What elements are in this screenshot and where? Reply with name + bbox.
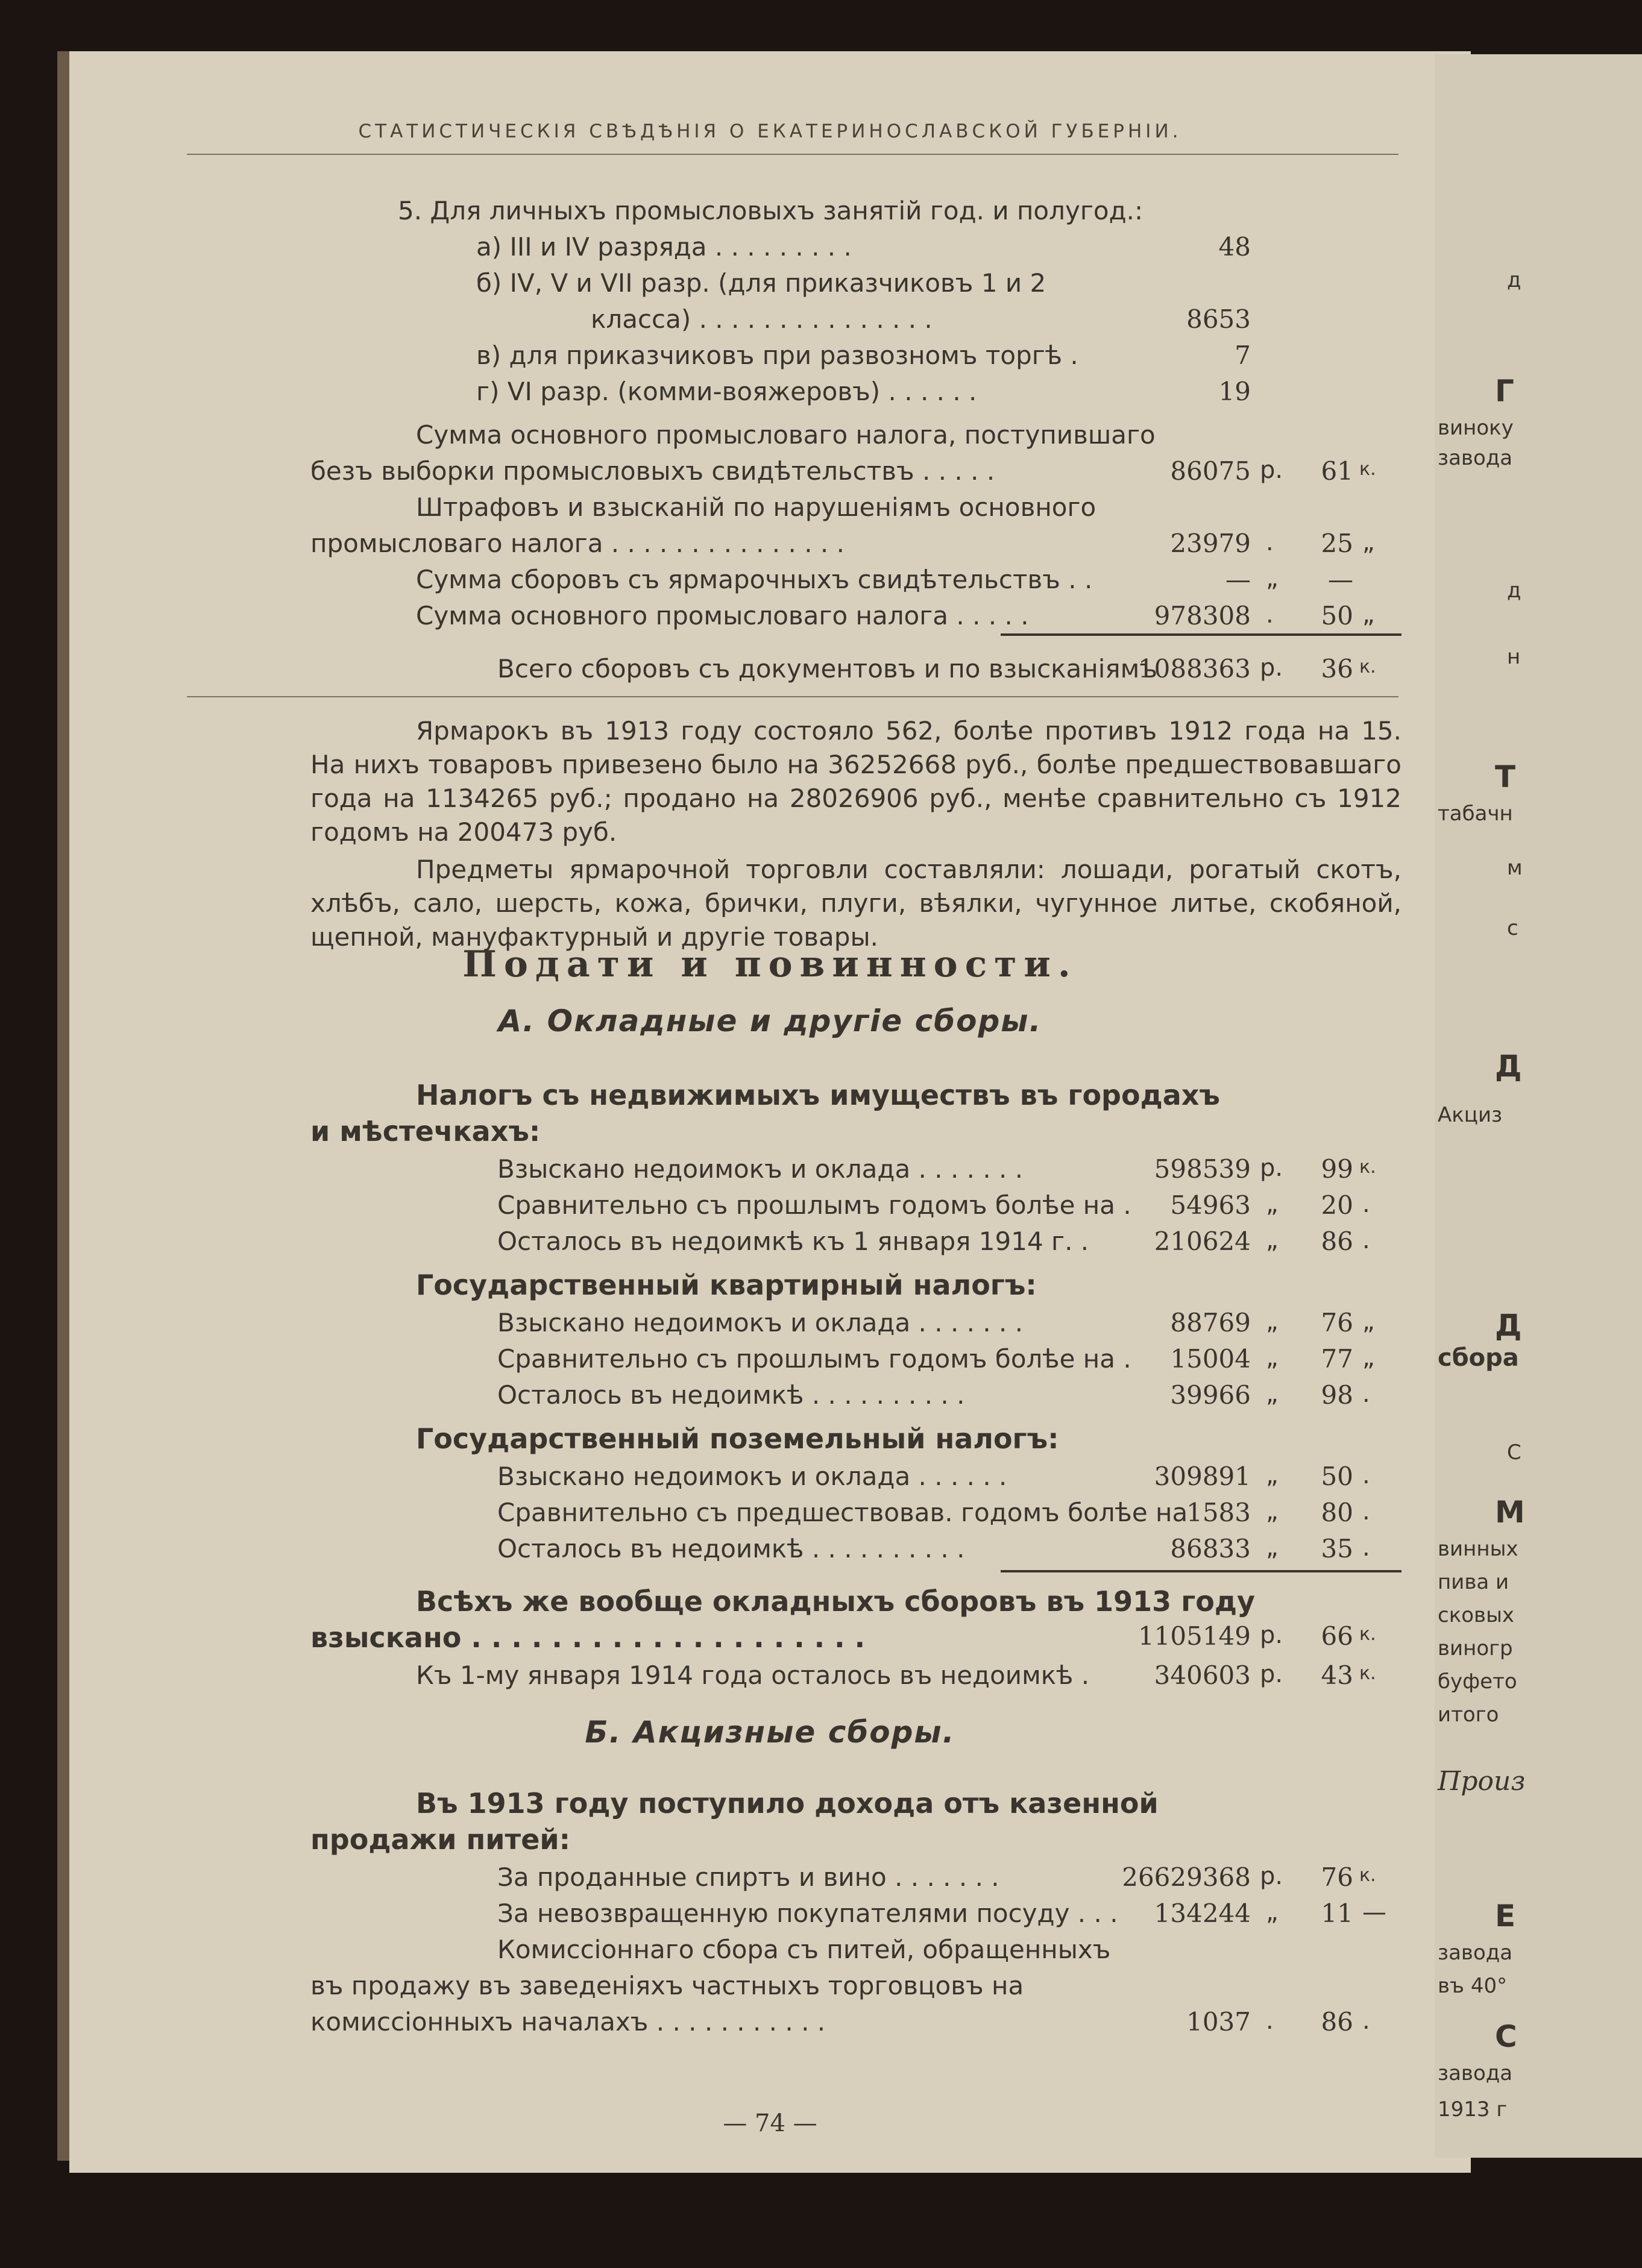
rp-word: въ 40° — [1438, 1974, 1508, 1998]
g3-row3-ditto: „ — [1266, 1534, 1279, 1562]
sum-line-4-k: „ — [1362, 529, 1375, 556]
left-page — [69, 51, 1471, 2173]
section-b-title: Б. Акцизные сборы. — [585, 1715, 955, 1750]
rp-word: Акциз — [1438, 1103, 1503, 1127]
sum-total-rule — [187, 696, 1398, 697]
b-row2-kop: 11 — [1321, 1899, 1353, 1928]
sum-line-5-kop: — — [1328, 565, 1353, 594]
s5-item-c: в) для приказчиковъ при развозномъ торгѣ . — [476, 341, 1078, 370]
s5-item-b-cont: класса) . . . . . . . . . . . . . . . — [591, 304, 933, 334]
rp-word: табачн — [1438, 802, 1513, 826]
sum-line-5-value: — — [1225, 565, 1251, 594]
sum-line-6-kop: 50 — [1321, 601, 1353, 630]
g1-row3-value: 210624 — [1154, 1227, 1251, 1256]
running-header: СТАТИСТИЧЕСКІЯ СВѢДѢНІЯ О ЕКАТЕРИНОСЛАВСКОЙ ГУБЕРНІИ. — [358, 121, 1182, 142]
sum-line-4-value: 23979 — [1170, 529, 1251, 558]
arrears-r: р. — [1260, 1660, 1283, 1688]
s5-item-c-value: 7 — [1235, 341, 1251, 370]
rp-word: завода — [1438, 446, 1513, 470]
sum-total: Всего сборовъ съ документовъ и по взысканіямъ — [497, 654, 1158, 683]
g3-row2-kop: 80 — [1321, 1498, 1353, 1527]
rp-word: д — [1507, 579, 1521, 603]
sum-line-5-ditto: „ — [1266, 565, 1279, 592]
g3-row2-label: Сравнительно съ предшествовав. годомъ болѣе на — [497, 1498, 1188, 1527]
g2-row3-value: 39966 — [1170, 1380, 1251, 1410]
rp-word: завода — [1438, 1941, 1513, 1965]
commission-1: Комиссіоннаго сбора съ питей, обращенныхъ — [497, 1935, 1111, 1964]
g3-row1-value: 309891 — [1154, 1462, 1251, 1491]
g3-row1-label: Взыскано недоимокъ и оклада . . . . . . — [497, 1462, 1007, 1491]
all-total-2: взыскано . . . . . . . . . . . . . . . . . . . . — [310, 1621, 866, 1654]
g3-row3-kop: 35 — [1321, 1534, 1353, 1563]
sum-line-2-k: к. — [1359, 459, 1376, 480]
b-row2-ditto: „ — [1266, 1899, 1279, 1926]
sum-line-5: Сумма сборовъ съ ярмарочныхъ свидѣтельствъ . . — [416, 565, 1093, 594]
sum-total-kop: 36 — [1321, 654, 1353, 683]
s5-item-a: а) III и IV разряда . . . . . . . . . — [476, 232, 852, 262]
rp-word: Т — [1495, 759, 1516, 794]
s5-item-b-value: 8653 — [1186, 304, 1251, 334]
b-intro-2: продажи питей: — [310, 1823, 571, 1856]
arrears-k: к. — [1359, 1663, 1376, 1684]
group3-rule — [1001, 1570, 1401, 1572]
s5-item-d: г) VI разр. (комми-вояжеровъ) . . . . . . — [476, 377, 977, 406]
rp-word: д — [1507, 268, 1521, 292]
commission-ditto: . — [1266, 2007, 1274, 2035]
sum-line-2-r: р. — [1260, 456, 1283, 484]
g1-row1-value: 598539 — [1154, 1154, 1251, 1184]
g1-row1-r: р. — [1260, 1154, 1283, 1182]
g1-row1-label: Взыскано недоимокъ и оклада . . . . . . . — [497, 1154, 1024, 1184]
commission-2: въ продажу въ заведеніяхъ частныхъ торговцовъ на — [310, 1971, 1024, 2000]
g3-row3-value: 86833 — [1170, 1534, 1251, 1563]
group2-title: Государственный квартирный налогъ: — [416, 1269, 1037, 1301]
g3-row2-ditto: „ — [1266, 1498, 1279, 1525]
sum-line-6: Сумма основного промысловаго налога . . . . . — [416, 601, 1029, 630]
g2-row1-ditto2: „ — [1362, 1308, 1375, 1336]
rp-word: М — [1495, 1495, 1525, 1530]
all-total-kop: 66 — [1321, 1621, 1353, 1651]
rp-word: н — [1507, 645, 1521, 669]
rp-word: Д — [1495, 1308, 1522, 1343]
sum-line-4: промысловаго налога . . . . . . . . . . . . . . . — [310, 529, 845, 558]
g3-row2-dot: . — [1362, 1498, 1370, 1525]
b-row1-value: 26629368 — [1122, 1862, 1251, 1892]
page-number: — 74 — — [723, 2109, 817, 2137]
rp-word: винных — [1438, 1537, 1518, 1561]
g2-row1-ditto: „ — [1266, 1308, 1279, 1336]
g1-row2-value: 54963 — [1170, 1190, 1251, 1220]
all-total-k: к. — [1359, 1624, 1376, 1645]
sum-line-2: безъ выборки промысловыхъ свидѣтельствъ . . . . . — [310, 456, 995, 486]
g2-row3-dot: . — [1362, 1380, 1370, 1408]
s5-item-d-value: 19 — [1218, 377, 1251, 406]
sum-line-6-ditto: . — [1266, 601, 1274, 629]
arrears-kop: 43 — [1321, 1660, 1353, 1690]
section-title: Подати и повинности. — [462, 943, 1078, 985]
sum-line-2-kop: 61 — [1321, 456, 1353, 486]
group1-title-1: Налогъ съ недвижимыхъ имуществъ въ городахъ — [416, 1079, 1220, 1111]
s5-item-b: б) IV, V и VII разр. (для приказчиковъ 1 и 2 — [476, 268, 1046, 298]
g3-row2-value: 1583 — [1186, 1498, 1251, 1527]
all-total-r: р. — [1260, 1621, 1283, 1649]
fairs-paragraph-2: Предметы ярмарочной торговли составляли: лошади, рогатый скотъ, хлѣбъ, сало, шерсть, кожа, брички, плуги, вѣялки, чугунное литье, скобяной, щепной, мануфактурный и другіе товары. — [310, 855, 1401, 952]
g3-row1-dot: . — [1362, 1462, 1370, 1489]
right-page-fragment — [1435, 54, 1642, 2158]
g2-row2-kop: 77 — [1321, 1344, 1353, 1374]
sum-line-6-value: 978308 — [1154, 601, 1251, 630]
rp-word: с — [1507, 916, 1518, 940]
rp-word: С — [1507, 1440, 1521, 1465]
g1-row3-kop: 86 — [1321, 1227, 1353, 1256]
g2-row3-label: Осталось въ недоимкѣ . . . . . . . . . . — [497, 1380, 965, 1410]
all-total-value: 1105149 — [1137, 1621, 1251, 1651]
g1-row2-kop: 20 — [1321, 1190, 1353, 1220]
group3-title: Государственный поземельный налогъ: — [416, 1422, 1059, 1455]
sum-total-r: р. — [1260, 654, 1283, 682]
section-a-title: А. Окладные и другіе сборы. — [498, 1004, 1042, 1038]
commission-value: 1037 — [1186, 2007, 1251, 2037]
g1-row3-dot: . — [1362, 1227, 1370, 1254]
rp-word: Е — [1495, 1899, 1516, 1933]
rp-word: буфето — [1438, 1670, 1517, 1694]
sum-line-2-value: 86075 — [1170, 456, 1251, 486]
g2-row2-label: Сравнительно съ прошлымъ годомъ болѣе на . — [497, 1344, 1131, 1374]
g2-row3-kop: 98 — [1321, 1380, 1353, 1410]
g1-row2-ditto: „ — [1266, 1190, 1279, 1218]
rp-word: сбора — [1438, 1344, 1519, 1372]
g1-row1-k: к. — [1359, 1157, 1376, 1178]
sum-line-3: Штрафовъ и взысканій по нарушеніямъ основного — [416, 492, 1096, 522]
arrears-value: 340603 — [1154, 1660, 1251, 1690]
g1-row3-ditto: „ — [1266, 1227, 1279, 1254]
sum-line-6-k: „ — [1362, 601, 1375, 629]
rp-word: сковых — [1438, 1603, 1515, 1627]
g1-row3-label: Осталось въ недоимкѣ къ 1 января 1914 г. . — [497, 1227, 1089, 1256]
s5-title: 5. Для личныхъ промысловыхъ занятій год. и полугод.: — [398, 196, 1143, 225]
rp-word: итого — [1438, 1703, 1499, 1727]
g1-row2-dot: . — [1362, 1190, 1370, 1218]
sum-line-4-kop: 25 — [1321, 529, 1353, 558]
rp-word: м — [1507, 856, 1523, 880]
group1-title-2: и мѣстечкахъ: — [310, 1115, 541, 1148]
b-row2-dash: — — [1362, 1899, 1386, 1926]
g3-row3-label: Осталось въ недоимкѣ . . . . . . . . . . — [497, 1534, 965, 1563]
commission-3: комиссіонныхъ началахъ . . . . . . . . . . . — [310, 2007, 826, 2037]
g2-row2-value: 15004 — [1170, 1344, 1251, 1374]
b-row1-k: к. — [1359, 1865, 1376, 1886]
g2-row2-ditto: „ — [1266, 1344, 1279, 1372]
fairs-paragraph-1: Ярмарокъ въ 1913 году состояло 562, болѣе противъ 1912 года на 15. На нихъ товаровъ привезено было на 36252668 руб., болѣе предшествовавшаго года на 1134265 руб.; продано на 28026906 руб., менѣе сравнительно съ 1912 годомъ на 200473 руб. — [310, 716, 1401, 847]
commission-kop: 86 — [1321, 2007, 1353, 2037]
header-rule — [187, 154, 1398, 155]
rp-word: виноку — [1438, 416, 1514, 440]
s5-item-a-value: 48 — [1218, 232, 1251, 262]
rp-word: пива и — [1438, 1570, 1509, 1594]
all-total-1: Всѣхъ же вообще окладныхъ сборовъ въ 1913 году — [416, 1585, 1255, 1618]
rp-word: Г — [1495, 374, 1514, 409]
rp-word: Д — [1495, 1049, 1522, 1084]
arrears-label: Къ 1-му января 1914 года осталось въ недоимкѣ . — [416, 1660, 1090, 1690]
g3-row1-ditto: „ — [1266, 1462, 1279, 1489]
sum-line-1: Сумма основного промысловаго налога, поступившаго — [416, 420, 1156, 450]
b-row1-label: За проданные спиртъ и вино . . . . . . . — [497, 1862, 999, 1892]
b-intro-1: Въ 1913 году поступило дохода отъ казенной — [416, 1787, 1159, 1820]
b-row1-kop: 76 — [1321, 1862, 1353, 1892]
g1-row2-label: Сравнительно съ прошлымъ годомъ болѣе на . — [497, 1190, 1131, 1220]
sum-total-value: 1088363 — [1137, 654, 1251, 683]
g2-row1-value: 88769 — [1170, 1308, 1251, 1337]
rp-word: С — [1495, 2019, 1517, 2054]
b-row2-value: 134244 — [1154, 1899, 1251, 1928]
sum-rule — [1001, 633, 1401, 636]
rp-word: завода — [1438, 2061, 1513, 2085]
g3-row3-dot: . — [1362, 1534, 1370, 1562]
sum-line-4-ditto: . — [1266, 529, 1274, 556]
g3-row1-kop: 50 — [1321, 1462, 1353, 1491]
sum-total-k: к. — [1359, 656, 1376, 677]
g2-row3-ditto: „ — [1266, 1380, 1279, 1408]
g2-row1-label: Взыскано недоимокъ и оклада . . . . . . . — [497, 1308, 1024, 1337]
g1-row1-kop: 99 — [1321, 1154, 1353, 1184]
b-row2-label: За невозвращенную покупателями посуду . . . — [497, 1899, 1118, 1928]
g2-row2-ditto2: „ — [1362, 1344, 1375, 1372]
rp-word: Произ — [1438, 1766, 1526, 1797]
commission-dot: . — [1362, 2007, 1370, 2035]
b-row1-r: р. — [1260, 1862, 1283, 1890]
rp-word: 1913 г — [1438, 2097, 1508, 2122]
rp-word: виногр — [1438, 1636, 1513, 1660]
g2-row1-kop: 76 — [1321, 1308, 1353, 1337]
